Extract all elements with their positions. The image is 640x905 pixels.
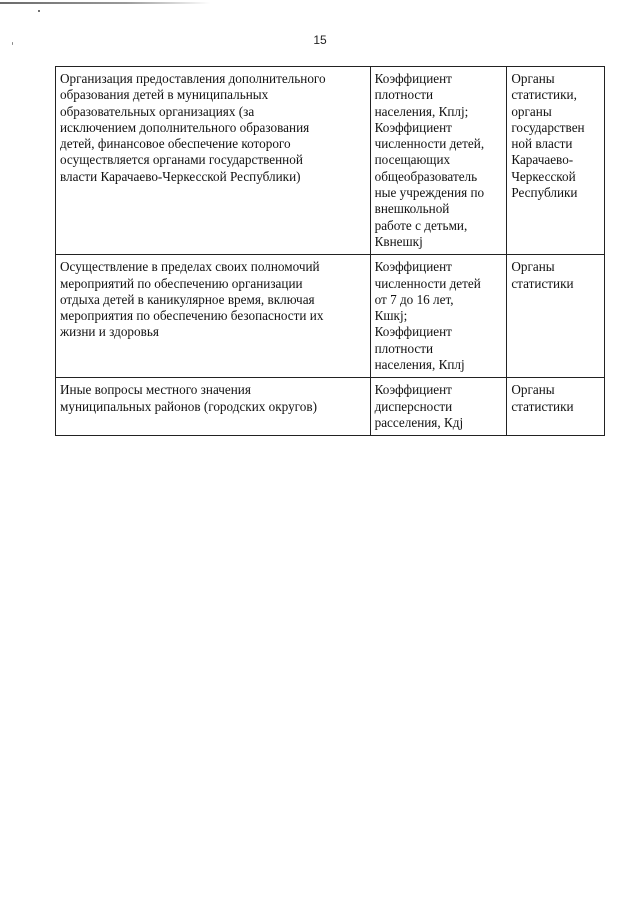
responsibility-text: Организация предоставления дополнительного образования детей в муниципальных образовательных организациях (за исключением дополнительного образования детей, финансовое обеспечение которого осуществляется органами государственной власти Карачаево-Черкесской Республики) [60, 71, 326, 184]
data-source-cell [507, 378, 605, 436]
responsibility-text: Осуществление в пределах своих полномочий мероприятий по обеспечению организации отдыха детей в каникулярное время, включая мероприятия по обеспечению безопасности их жизни и здоровья [60, 259, 324, 340]
data-source-text: Органы статистики [511, 382, 574, 414]
page-number: 15 [313, 33, 327, 47]
data-source-cell [507, 255, 605, 378]
coefficient-text: Коэффициент численности детей от 7 до 16 лет, Кшкj; Коэффициент плотности населения, Кплj [374, 259, 481, 373]
table-row [56, 67, 605, 255]
responsibility-cell [56, 67, 371, 255]
responsibility-cell [56, 255, 371, 378]
scan-speck [38, 10, 40, 12]
data-source-text: Органы статистики [511, 259, 574, 291]
data-source-text: Органы статистики, органы государствен ной власти Карачаево- Черкесской Республики [511, 71, 585, 201]
coefficient-cell [370, 255, 507, 378]
coefficient-cell [370, 378, 507, 436]
table-row [56, 255, 605, 378]
coefficient-text: Коэффициент дисперсности расселения, Кдj [374, 382, 464, 430]
coefficient-text: Коэффициент плотности населения, Кплj; Коэффициент численности детей, посещающих общеобразователь ные учреждения по внешкольной работе с детьми, Квнешкj [374, 71, 485, 249]
coefficient-cell [370, 67, 507, 255]
responsibility-text: Иные вопросы местного значения муниципальных районов (городских округов) [60, 382, 317, 414]
responsibility-cell [56, 378, 371, 436]
municipal-responsibilities-table [55, 66, 605, 436]
table-row [56, 378, 605, 436]
scan-edge-mark [0, 2, 210, 4]
data-source-cell [507, 67, 605, 255]
